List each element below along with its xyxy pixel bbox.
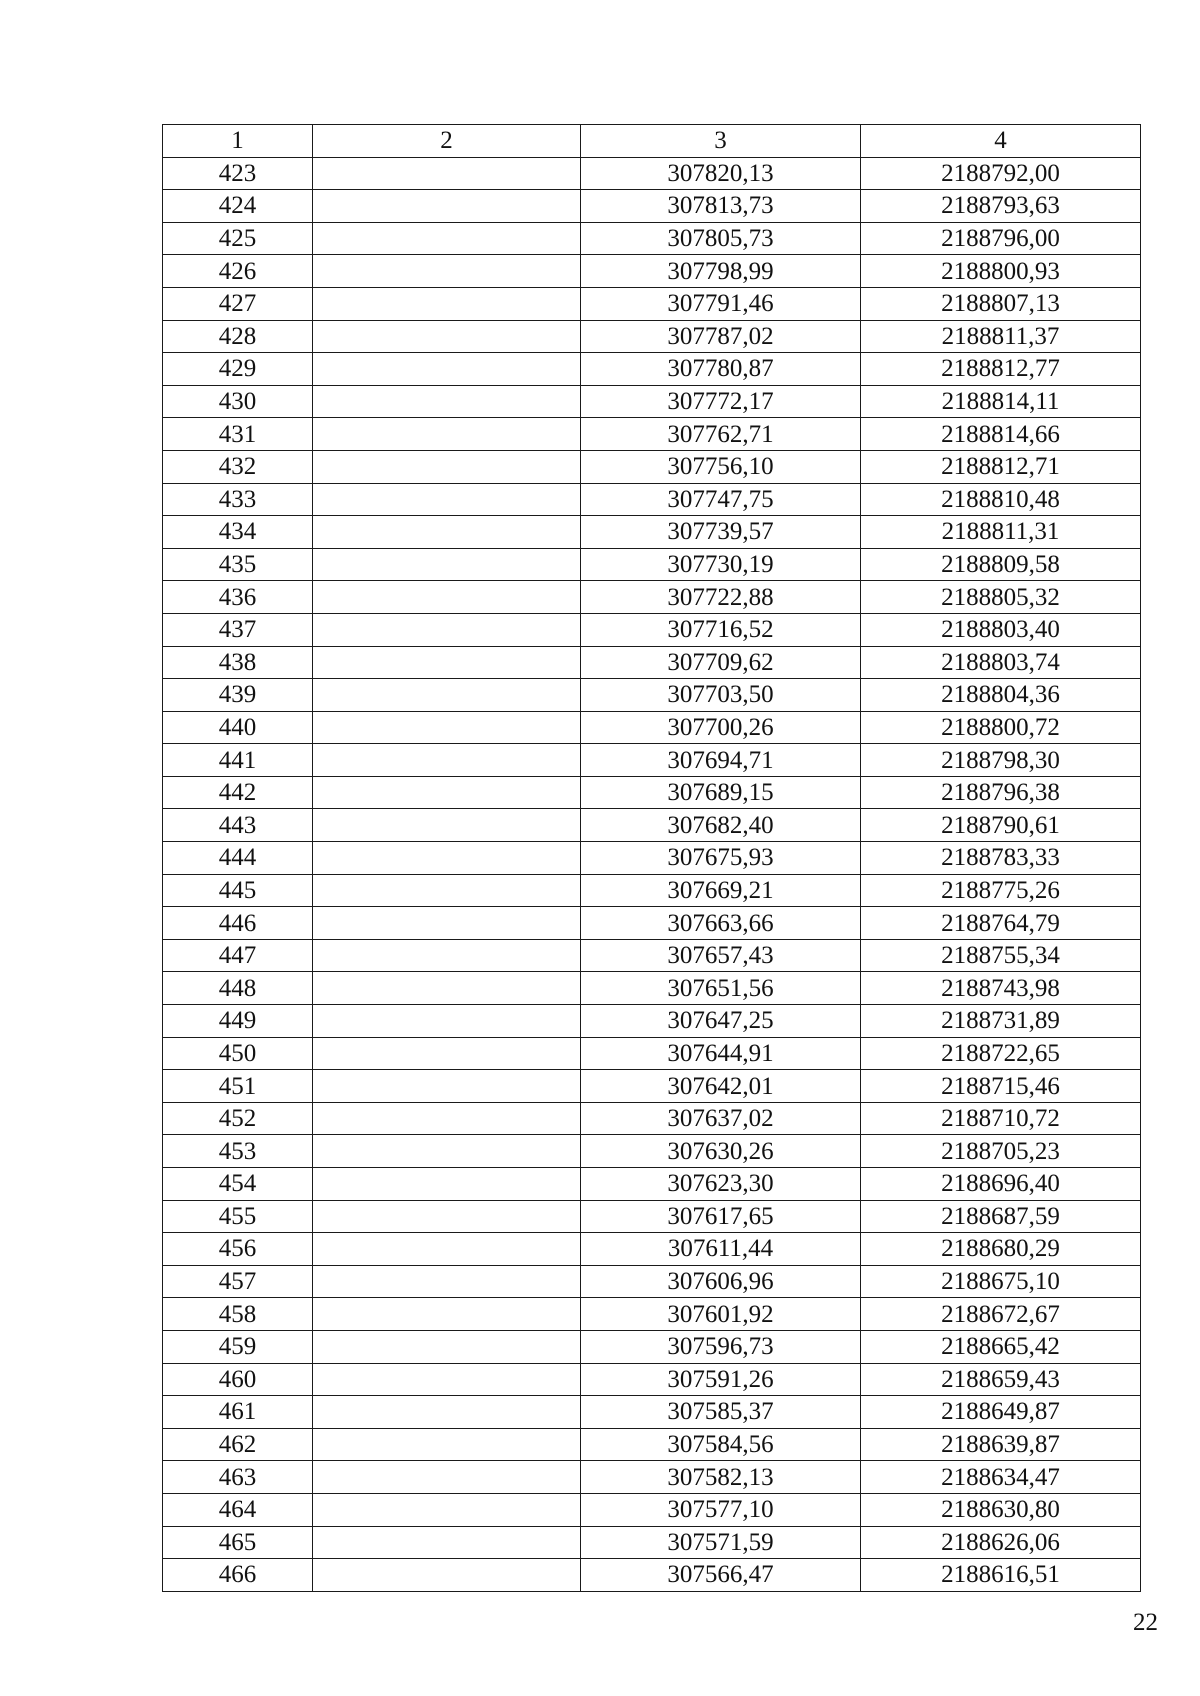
point-number-cell: 446: [163, 907, 313, 940]
x-coordinate-cell: 307566,47: [581, 1559, 861, 1592]
empty-cell: [313, 744, 581, 777]
y-coordinate-cell: 2188798,30: [861, 744, 1141, 777]
empty-cell: [313, 222, 581, 255]
y-coordinate-cell: 2188805,32: [861, 581, 1141, 614]
y-coordinate-cell: 2188792,00: [861, 157, 1141, 190]
x-coordinate-cell: 307582,13: [581, 1461, 861, 1494]
point-number-cell: 444: [163, 842, 313, 875]
x-coordinate-cell: 307747,75: [581, 483, 861, 516]
x-coordinate-cell: 307651,56: [581, 972, 861, 1005]
table-row: [163, 1298, 1141, 1331]
page-number: 22: [1133, 1609, 1158, 1636]
table-row: [163, 1005, 1141, 1038]
y-coordinate-cell: 2188807,13: [861, 287, 1141, 320]
empty-cell: [313, 907, 581, 940]
point-number-cell: 429: [163, 353, 313, 386]
y-coordinate-cell: 2188722,65: [861, 1037, 1141, 1070]
x-coordinate-cell: 307780,87: [581, 353, 861, 386]
point-number-cell: 456: [163, 1233, 313, 1266]
y-coordinate-cell: 2188811,31: [861, 516, 1141, 549]
x-coordinate-cell: 307585,37: [581, 1396, 861, 1429]
x-coordinate-cell: 307642,01: [581, 1070, 861, 1103]
table-row: [163, 190, 1141, 223]
x-coordinate-cell: 307644,91: [581, 1037, 861, 1070]
y-coordinate-cell: 2188803,74: [861, 646, 1141, 679]
table-row: [163, 1428, 1141, 1461]
point-number-cell: 439: [163, 679, 313, 712]
point-number-cell: 465: [163, 1526, 313, 1559]
x-coordinate-cell: 307813,73: [581, 190, 861, 223]
x-coordinate-cell: 307571,59: [581, 1526, 861, 1559]
table-row: [163, 483, 1141, 516]
empty-cell: [313, 1298, 581, 1331]
empty-cell: [313, 939, 581, 972]
point-number-cell: 451: [163, 1070, 313, 1103]
table-row: [163, 744, 1141, 777]
x-coordinate-cell: 307805,73: [581, 222, 861, 255]
y-coordinate-cell: 2188812,77: [861, 353, 1141, 386]
empty-cell: [313, 842, 581, 875]
empty-cell: [313, 711, 581, 744]
y-coordinate-cell: 2188715,46: [861, 1070, 1141, 1103]
table-row: [163, 939, 1141, 972]
table-row: [163, 646, 1141, 679]
table-row: [163, 1233, 1141, 1266]
x-coordinate-cell: 307791,46: [581, 287, 861, 320]
point-number-cell: 445: [163, 874, 313, 907]
table-row: [163, 418, 1141, 451]
table-row: [163, 1330, 1141, 1363]
y-coordinate-cell: 2188743,98: [861, 972, 1141, 1005]
table-row: [163, 1526, 1141, 1559]
x-coordinate-cell: 307617,65: [581, 1200, 861, 1233]
point-number-cell: 436: [163, 581, 313, 614]
y-coordinate-cell: 2188687,59: [861, 1200, 1141, 1233]
x-coordinate-cell: 307584,56: [581, 1428, 861, 1461]
x-coordinate-cell: 307606,96: [581, 1265, 861, 1298]
empty-cell: [313, 1396, 581, 1429]
y-coordinate-cell: 2188790,61: [861, 809, 1141, 842]
point-number-cell: 427: [163, 287, 313, 320]
point-number-cell: 463: [163, 1461, 313, 1494]
table-row: [163, 1396, 1141, 1429]
table-row: [163, 1363, 1141, 1396]
table-row: [163, 385, 1141, 418]
table-row: [163, 548, 1141, 581]
point-number-cell: 462: [163, 1428, 313, 1461]
y-coordinate-cell: 2188812,71: [861, 450, 1141, 483]
y-coordinate-cell: 2188649,87: [861, 1396, 1141, 1429]
empty-cell: [313, 581, 581, 614]
table-row: [163, 1200, 1141, 1233]
empty-cell: [313, 1233, 581, 1266]
y-coordinate-cell: 2188675,10: [861, 1265, 1141, 1298]
table-row: [163, 157, 1141, 190]
table-row: [163, 581, 1141, 614]
x-coordinate-cell: 307601,92: [581, 1298, 861, 1331]
point-number-cell: 431: [163, 418, 313, 451]
column-header-4: 4: [861, 125, 1141, 158]
point-number-cell: 426: [163, 255, 313, 288]
point-number-cell: 442: [163, 776, 313, 809]
table-row: [163, 1070, 1141, 1103]
x-coordinate-cell: 307716,52: [581, 613, 861, 646]
empty-cell: [313, 1461, 581, 1494]
x-coordinate-cell: 307682,40: [581, 809, 861, 842]
table-row: [163, 972, 1141, 1005]
point-number-cell: 454: [163, 1168, 313, 1201]
table-row: [163, 907, 1141, 940]
empty-cell: [313, 385, 581, 418]
x-coordinate-cell: 307762,71: [581, 418, 861, 451]
y-coordinate-cell: 2188814,11: [861, 385, 1141, 418]
empty-cell: [313, 809, 581, 842]
x-coordinate-cell: 307730,19: [581, 548, 861, 581]
table-row: [163, 287, 1141, 320]
x-coordinate-cell: 307798,99: [581, 255, 861, 288]
empty-cell: [313, 1135, 581, 1168]
point-number-cell: 424: [163, 190, 313, 223]
point-number-cell: 449: [163, 1005, 313, 1038]
y-coordinate-cell: 2188800,72: [861, 711, 1141, 744]
x-coordinate-cell: 307739,57: [581, 516, 861, 549]
x-coordinate-cell: 307820,13: [581, 157, 861, 190]
y-coordinate-cell: 2188796,38: [861, 776, 1141, 809]
column-header-2: 2: [313, 125, 581, 158]
x-coordinate-cell: 307787,02: [581, 320, 861, 353]
y-coordinate-cell: 2188783,33: [861, 842, 1141, 875]
x-coordinate-cell: 307577,10: [581, 1493, 861, 1526]
table-row: [163, 842, 1141, 875]
table-row: [163, 320, 1141, 353]
point-number-cell: 441: [163, 744, 313, 777]
y-coordinate-cell: 2188630,80: [861, 1493, 1141, 1526]
empty-cell: [313, 972, 581, 1005]
y-coordinate-cell: 2188811,37: [861, 320, 1141, 353]
point-number-cell: 430: [163, 385, 313, 418]
empty-cell: [313, 548, 581, 581]
point-number-cell: 423: [163, 157, 313, 190]
table-row: [163, 222, 1141, 255]
y-coordinate-cell: 2188659,43: [861, 1363, 1141, 1396]
point-number-cell: 425: [163, 222, 313, 255]
y-coordinate-cell: 2188672,67: [861, 1298, 1141, 1331]
point-number-cell: 433: [163, 483, 313, 516]
y-coordinate-cell: 2188639,87: [861, 1428, 1141, 1461]
column-header-3: 3: [581, 125, 861, 158]
table-row: [163, 1168, 1141, 1201]
table-row: [163, 613, 1141, 646]
empty-cell: [313, 1168, 581, 1201]
empty-cell: [313, 1037, 581, 1070]
table-header-row: [163, 125, 1141, 158]
x-coordinate-cell: 307772,17: [581, 385, 861, 418]
point-number-cell: 460: [163, 1363, 313, 1396]
point-number-cell: 464: [163, 1493, 313, 1526]
table-row: [163, 255, 1141, 288]
point-number-cell: 453: [163, 1135, 313, 1168]
table-row: [163, 776, 1141, 809]
empty-cell: [313, 190, 581, 223]
y-coordinate-cell: 2188696,40: [861, 1168, 1141, 1201]
point-number-cell: 434: [163, 516, 313, 549]
empty-cell: [313, 516, 581, 549]
point-number-cell: 440: [163, 711, 313, 744]
x-coordinate-cell: 307596,73: [581, 1330, 861, 1363]
x-coordinate-cell: 307637,02: [581, 1102, 861, 1135]
empty-cell: [313, 1526, 581, 1559]
x-coordinate-cell: 307591,26: [581, 1363, 861, 1396]
empty-cell: [313, 776, 581, 809]
empty-cell: [313, 418, 581, 451]
empty-cell: [313, 320, 581, 353]
point-number-cell: 443: [163, 809, 313, 842]
table-row: [163, 1265, 1141, 1298]
x-coordinate-cell: 307669,21: [581, 874, 861, 907]
point-number-cell: 452: [163, 1102, 313, 1135]
y-coordinate-cell: 2188616,51: [861, 1559, 1141, 1592]
table-row: [163, 353, 1141, 386]
x-coordinate-cell: 307675,93: [581, 842, 861, 875]
table-row: [163, 1135, 1141, 1168]
y-coordinate-cell: 2188809,58: [861, 548, 1141, 581]
y-coordinate-cell: 2188810,48: [861, 483, 1141, 516]
x-coordinate-cell: 307694,71: [581, 744, 861, 777]
empty-cell: [313, 1428, 581, 1461]
y-coordinate-cell: 2188755,34: [861, 939, 1141, 972]
x-coordinate-cell: 307700,26: [581, 711, 861, 744]
y-coordinate-cell: 2188731,89: [861, 1005, 1141, 1038]
point-number-cell: 450: [163, 1037, 313, 1070]
point-number-cell: 437: [163, 613, 313, 646]
point-number-cell: 458: [163, 1298, 313, 1331]
empty-cell: [313, 1070, 581, 1103]
empty-cell: [313, 1363, 581, 1396]
y-coordinate-cell: 2188710,72: [861, 1102, 1141, 1135]
empty-cell: [313, 450, 581, 483]
empty-cell: [313, 1005, 581, 1038]
x-coordinate-cell: 307623,30: [581, 1168, 861, 1201]
y-coordinate-cell: 2188803,40: [861, 613, 1141, 646]
empty-cell: [313, 1102, 581, 1135]
y-coordinate-cell: 2188626,06: [861, 1526, 1141, 1559]
empty-cell: [313, 646, 581, 679]
point-number-cell: 466: [163, 1559, 313, 1592]
empty-cell: [313, 1330, 581, 1363]
y-coordinate-cell: 2188665,42: [861, 1330, 1141, 1363]
point-number-cell: 432: [163, 450, 313, 483]
x-coordinate-cell: 307709,62: [581, 646, 861, 679]
y-coordinate-cell: 2188680,29: [861, 1233, 1141, 1266]
empty-cell: [313, 483, 581, 516]
empty-cell: [313, 1493, 581, 1526]
x-coordinate-cell: 307663,66: [581, 907, 861, 940]
table-row: [163, 809, 1141, 842]
x-coordinate-cell: 307722,88: [581, 581, 861, 614]
column-header-1: 1: [163, 125, 313, 158]
x-coordinate-cell: 307756,10: [581, 450, 861, 483]
y-coordinate-cell: 2188775,26: [861, 874, 1141, 907]
y-coordinate-cell: 2188634,47: [861, 1461, 1141, 1494]
point-number-cell: 438: [163, 646, 313, 679]
table-row: [163, 516, 1141, 549]
table-row: [163, 711, 1141, 744]
y-coordinate-cell: 2188793,63: [861, 190, 1141, 223]
point-number-cell: 461: [163, 1396, 313, 1429]
empty-cell: [313, 287, 581, 320]
y-coordinate-cell: 2188764,79: [861, 907, 1141, 940]
empty-cell: [313, 255, 581, 288]
point-number-cell: 428: [163, 320, 313, 353]
table-row: [163, 1037, 1141, 1070]
empty-cell: [313, 1200, 581, 1233]
table-row: [163, 874, 1141, 907]
empty-cell: [313, 1559, 581, 1592]
x-coordinate-cell: 307611,44: [581, 1233, 861, 1266]
y-coordinate-cell: 2188814,66: [861, 418, 1141, 451]
y-coordinate-cell: 2188800,93: [861, 255, 1141, 288]
point-number-cell: 457: [163, 1265, 313, 1298]
x-coordinate-cell: 307689,15: [581, 776, 861, 809]
x-coordinate-cell: 307647,25: [581, 1005, 861, 1038]
x-coordinate-cell: 307657,43: [581, 939, 861, 972]
y-coordinate-cell: 2188804,36: [861, 679, 1141, 712]
x-coordinate-cell: 307703,50: [581, 679, 861, 712]
point-number-cell: 448: [163, 972, 313, 1005]
coordinates-table: [162, 124, 1141, 1592]
table-row: [163, 1493, 1141, 1526]
table-row: [163, 1461, 1141, 1494]
table-body: [163, 157, 1141, 1591]
y-coordinate-cell: 2188796,00: [861, 222, 1141, 255]
table-row: [163, 1102, 1141, 1135]
table-row: [163, 1559, 1141, 1592]
empty-cell: [313, 874, 581, 907]
point-number-cell: 447: [163, 939, 313, 972]
empty-cell: [313, 1265, 581, 1298]
x-coordinate-cell: 307630,26: [581, 1135, 861, 1168]
empty-cell: [313, 679, 581, 712]
table-row: [163, 450, 1141, 483]
y-coordinate-cell: 2188705,23: [861, 1135, 1141, 1168]
point-number-cell: 435: [163, 548, 313, 581]
empty-cell: [313, 157, 581, 190]
empty-cell: [313, 353, 581, 386]
table-row: [163, 679, 1141, 712]
empty-cell: [313, 613, 581, 646]
point-number-cell: 459: [163, 1330, 313, 1363]
point-number-cell: 455: [163, 1200, 313, 1233]
